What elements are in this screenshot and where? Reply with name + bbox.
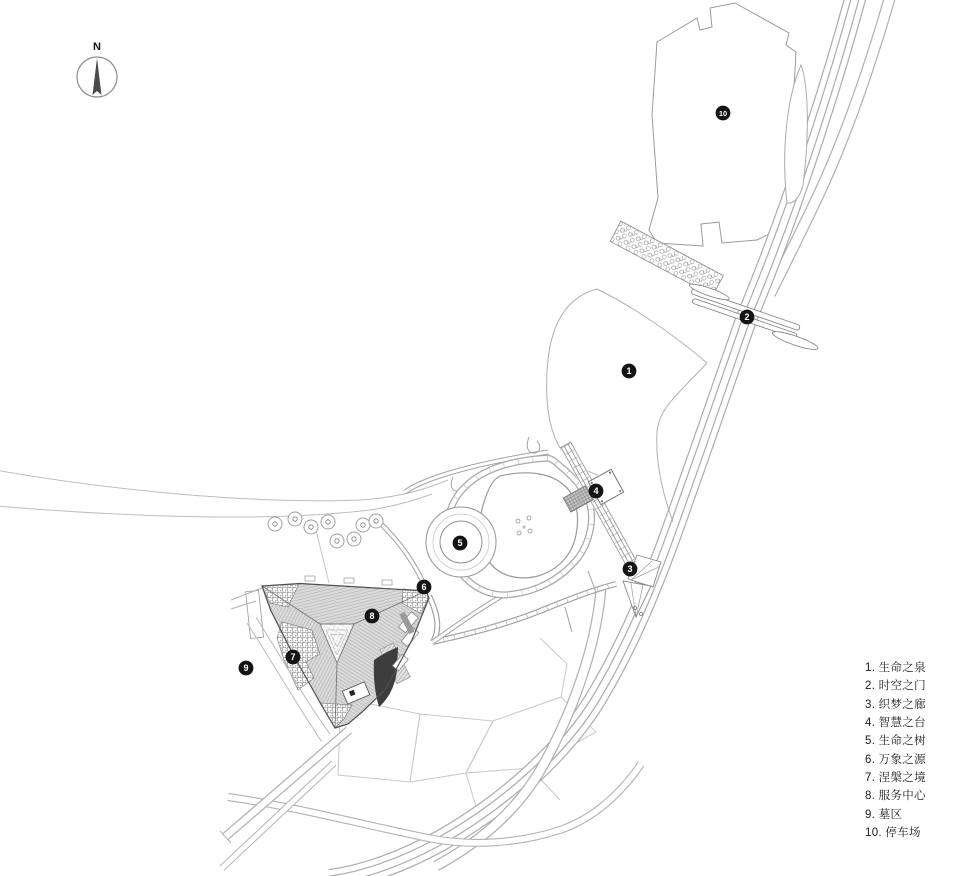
pond: [480, 473, 578, 578]
marker-8: [365, 609, 380, 624]
svg-text:4: 4: [593, 486, 599, 497]
marker-10: [716, 106, 731, 121]
legend-item-4: 4. 智慧之台: [865, 717, 926, 730]
svg-text:8: 8: [369, 611, 375, 622]
compass-north-label: N: [93, 41, 101, 53]
marker-6: [417, 580, 432, 595]
legend-item-5: 5. 生命之树: [865, 735, 926, 748]
road-network: [220, 0, 892, 876]
svg-text:3: 3: [627, 564, 633, 575]
compass-needle: [93, 58, 102, 95]
marker-5: [453, 536, 468, 551]
legend-item-3: 3. 织梦之廊: [865, 698, 926, 711]
legend-item-10: 10. 停车场: [865, 827, 921, 840]
legend: [865, 659, 926, 842]
north-arrow: [77, 41, 117, 97]
marker-2: [740, 310, 755, 325]
roof-vents: [305, 576, 392, 585]
svg-text:2: 2: [744, 312, 750, 323]
legend-item-8: 8. 服务中心: [865, 790, 926, 803]
svg-text:6: 6: [421, 582, 427, 593]
svg-text:10: 10: [718, 108, 728, 118]
parking-lot: [649, 3, 796, 246]
svg-text:7: 7: [290, 652, 296, 663]
terrain-contours: [0, 470, 448, 517]
legend-item-9: 9. 墓区: [865, 808, 903, 821]
main-building: [262, 576, 429, 728]
svg-text:1: 1: [626, 366, 632, 377]
tree-chain: [268, 512, 383, 548]
legend-item-1: 1. 生命之泉: [865, 662, 926, 674]
legend-item-6: 6. 万象之源: [865, 753, 926, 766]
legend-item-2: 2. 时空之门: [865, 680, 926, 693]
marker-3: [623, 562, 638, 577]
marker-9: [239, 661, 254, 676]
svg-text:5: 5: [457, 538, 463, 549]
marker-1: [622, 364, 637, 379]
marker-4: [589, 484, 604, 499]
svg-text:9: 9: [243, 663, 249, 674]
marker-7: [286, 650, 301, 665]
legend-item-7: 7. 涅槃之境: [865, 772, 926, 785]
